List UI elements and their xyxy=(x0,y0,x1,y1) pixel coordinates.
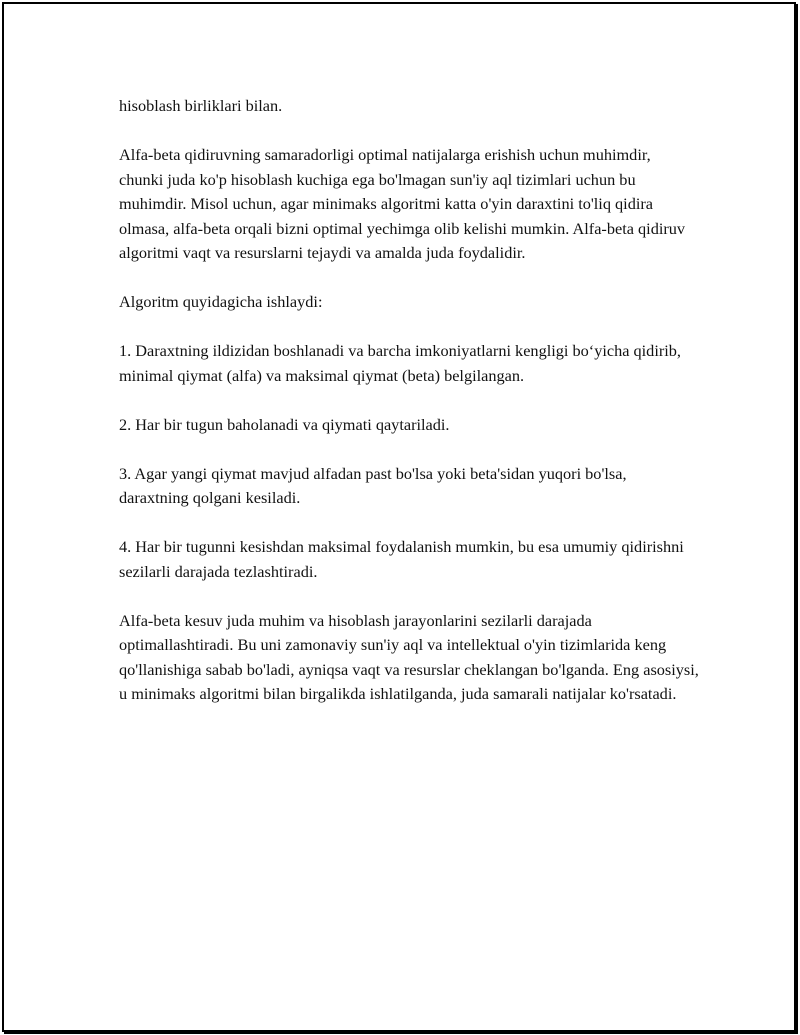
list-item-step-4: 4. Har bir tugunni kesishdan maksimal foydalanish mumkin, bu esa umumiy qidirishni sezilarli darajada tezlashtiradi. xyxy=(119,537,684,581)
paragraph-conclusion: Alfa-beta kesuv juda muhim va hisoblash jarayonlarini sezilarli darajada optimallashtiradi. Bu uni zamonaviy sun'iy aql va intellektual o'yin tizimlarida keng qo'llanishiga sabab bo'ladi, ayniqsa vaqt va resurslar cheklangan bo'lganda. Eng asosiysi, u minimaks algoritmi bilan birgalikda ishlatilganda, juda samarali natijalar ko'rsatadi. xyxy=(119,610,699,703)
paragraph-continuation: hisoblash birliklari bilan. xyxy=(119,96,283,115)
document-page xyxy=(3,3,795,1031)
list-item-step-1: 1. Daraxtning ildizidan boshlanadi va barcha imkoniyatlarni kengligi bo‘yicha qidirib, minimal qiymat (alfa) va maksimal qiymat (beta) belgilangan. xyxy=(119,341,682,385)
list-item-step-3: 3. Agar yangi qiymat mavjud alfadan past bo'lsa yoki beta'sidan yuqori bo'lsa, daraxtning qolgani kesiladi. xyxy=(119,463,627,507)
paragraph-efficiency: Alfa-beta qidiruvning samaradorligi optimal natijalarga erishish uchun muhimdir, chunki juda ko'p hisoblash kuchiga ega bo'lmagan sun'iy aql tizimlari uchun bu muhimdir. Misol uchun, agar minimaks algoritmi katta o'yin daraxtini to'liq qidira olmasa, alfa-beta orqali bizni optimal yechimga olib kelishi mumkin. Alfa-beta qidiruv algoritmi vaqt va resurslarni tejaydi va amalda juda foydalidir. xyxy=(119,145,686,262)
list-item-step-2: 2. Har bir tugun baholanadi va qiymati qaytariladi. xyxy=(119,414,450,434)
paragraph-algorithm-intro: Algoritm quyidagicha ishlaydi: xyxy=(119,292,323,311)
document-body xyxy=(119,94,699,731)
